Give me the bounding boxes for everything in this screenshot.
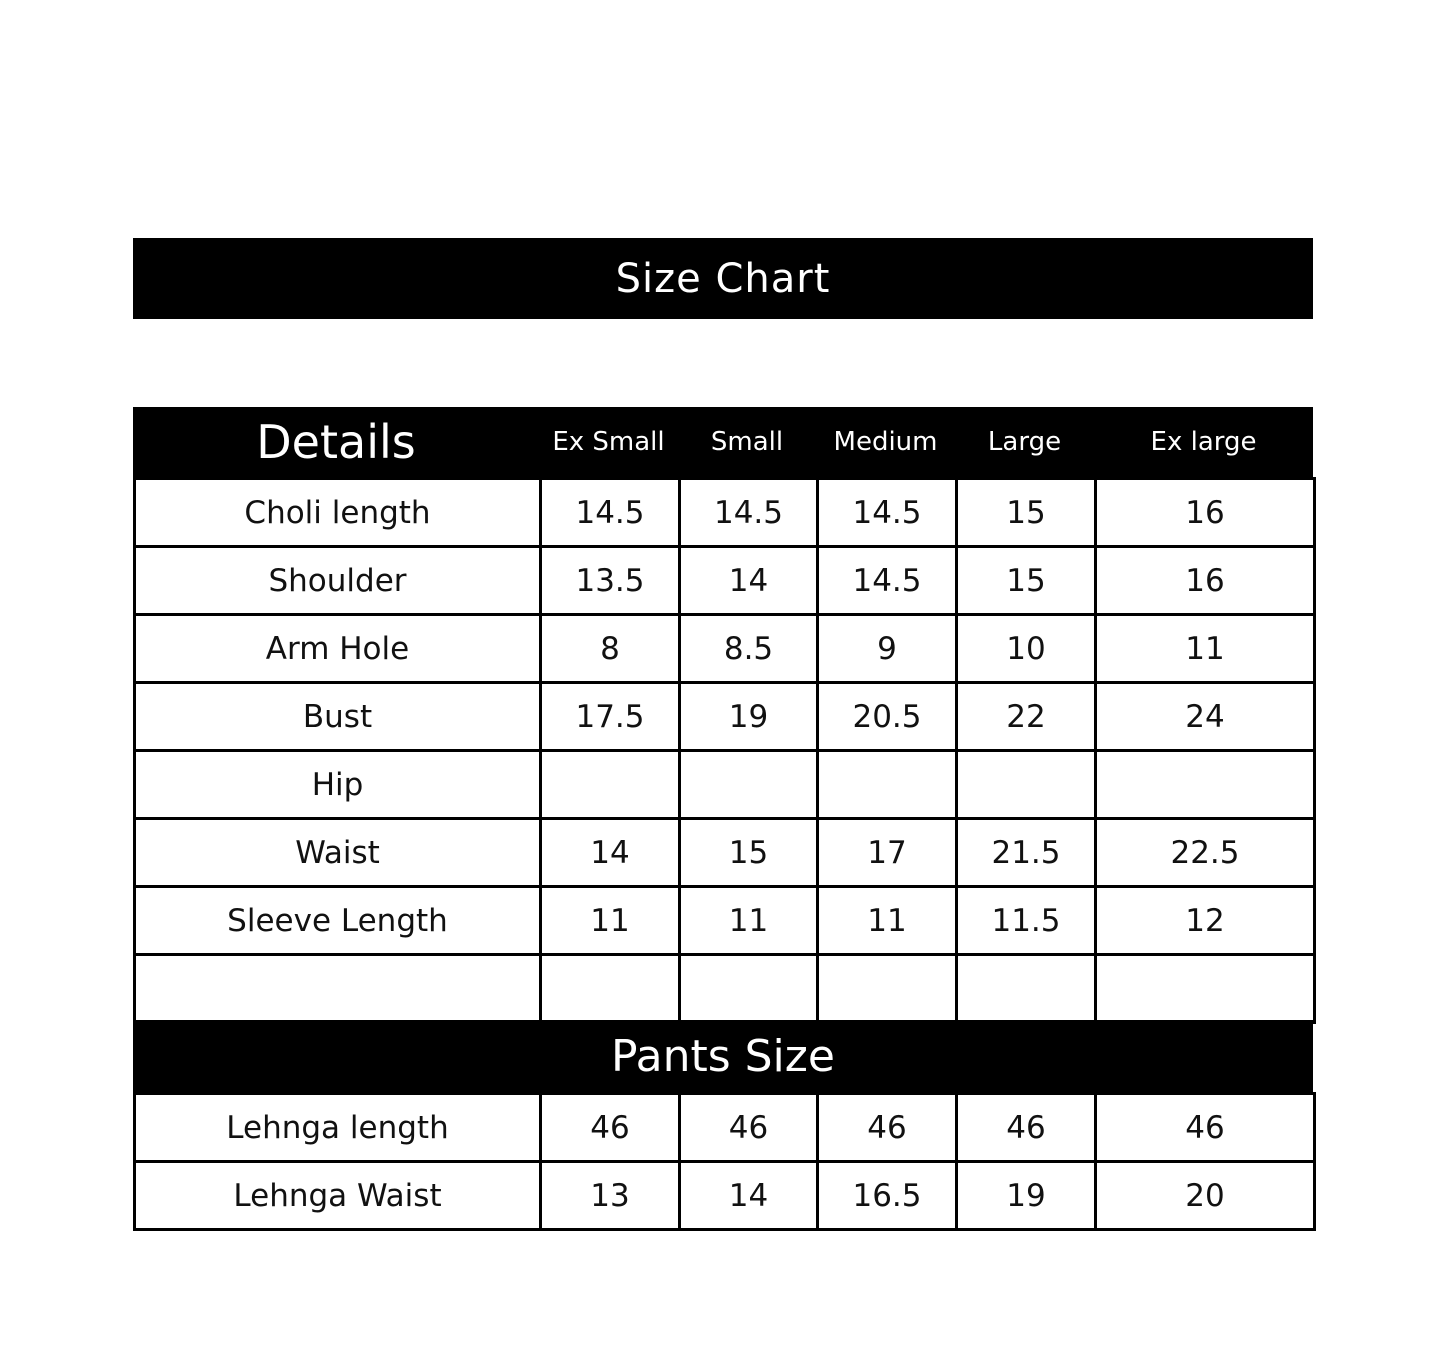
measurement-value-cell: 10 [955, 613, 1097, 684]
measurement-value-cell: 13.5 [539, 545, 681, 616]
size-column-header: Large [987, 427, 1062, 457]
measurement-value-cell [816, 749, 958, 820]
measurement-value-cell: 22.5 [1094, 817, 1316, 888]
measurement-value-cell: 14.5 [539, 477, 681, 548]
measurement-value-cell: 11 [678, 885, 819, 956]
measurement-value-cell: 8.5 [678, 613, 819, 684]
pants-measurement-value-cell: 19 [955, 1160, 1097, 1231]
size-column-header: Small [710, 427, 784, 457]
measurement-label-cell: Waist [133, 817, 542, 888]
measurement-value-cell: 17 [816, 817, 958, 888]
measurement-value-cell [678, 749, 819, 820]
measurement-value-cell: 11.5 [955, 885, 1097, 956]
pants-measurement-value-cell: 46 [1094, 1092, 1316, 1163]
measurement-value-cell [678, 953, 819, 1024]
measurement-label-cell: Arm Hole [133, 613, 542, 684]
measurement-value-cell [955, 953, 1097, 1024]
measurement-value-cell: 9 [816, 613, 958, 684]
measurement-value-cell: 21.5 [955, 817, 1097, 888]
measurement-value-cell [539, 749, 681, 820]
measurement-value-cell: 24 [1094, 681, 1316, 752]
pants-measurement-value-cell: 46 [955, 1092, 1097, 1163]
measurement-value-cell: 11 [816, 885, 958, 956]
measurement-value-cell [955, 749, 1097, 820]
measurement-value-cell: 8 [539, 613, 681, 684]
measurement-value-cell: 14.5 [678, 477, 819, 548]
pants-measurement-value-cell: 46 [678, 1092, 819, 1163]
measurement-value-cell: 19 [678, 681, 819, 752]
measurement-value-cell: 14 [539, 817, 681, 888]
measurement-value-cell: 17.5 [539, 681, 681, 752]
measurement-value-cell: 15 [955, 477, 1097, 548]
measurement-value-cell: 11 [539, 885, 681, 956]
size-chart-table [133, 407, 1313, 1230]
measurement-label-cell [133, 953, 542, 1024]
measurement-value-cell: 11 [1094, 613, 1316, 684]
measurement-value-cell: 12 [1094, 885, 1316, 956]
pants-measurement-value-cell: 20 [1094, 1160, 1316, 1231]
measurement-value-cell: 16 [1094, 545, 1316, 616]
pants-measurement-label-cell: Lehnga Waist [133, 1160, 542, 1231]
measurement-label-cell: Shoulder [133, 545, 542, 616]
measurement-value-cell [1094, 953, 1316, 1024]
measurement-value-cell: 15 [678, 817, 819, 888]
measurement-value-cell: 16 [1094, 477, 1316, 548]
measurement-label-cell: Sleeve Length [133, 885, 542, 956]
measurement-label-cell: Hip [133, 749, 542, 820]
measurement-value-cell: 20.5 [816, 681, 958, 752]
measurement-value-cell: 14 [678, 545, 819, 616]
measurement-value-cell: 14.5 [816, 545, 958, 616]
size-chart-title: Size Chart [133, 238, 1313, 319]
pants-size-section-header: Pants Size [133, 1020, 1313, 1092]
size-column-header: Ex Small [552, 427, 665, 457]
pants-measurement-value-cell: 14 [678, 1160, 819, 1231]
pants-measurement-label-cell: Lehnga length [133, 1092, 542, 1163]
details-column-header: Details [256, 415, 416, 469]
pants-measurement-value-cell: 46 [539, 1092, 681, 1163]
pants-measurement-value-cell: 46 [816, 1092, 958, 1163]
measurement-value-cell: 22 [955, 681, 1097, 752]
pants-measurement-value-cell: 16.5 [816, 1160, 958, 1231]
measurement-label-cell: Bust [133, 681, 542, 752]
measurement-value-cell [1094, 749, 1316, 820]
size-column-header: Medium [833, 427, 938, 457]
measurement-value-cell: 14.5 [816, 477, 958, 548]
measurement-value-cell [816, 953, 958, 1024]
measurement-value-cell [539, 953, 681, 1024]
pants-measurement-value-cell: 13 [539, 1160, 681, 1231]
measurement-value-cell: 15 [955, 545, 1097, 616]
measurement-label-cell: Choli length [133, 477, 542, 548]
size-column-header: Ex large [1150, 427, 1257, 457]
